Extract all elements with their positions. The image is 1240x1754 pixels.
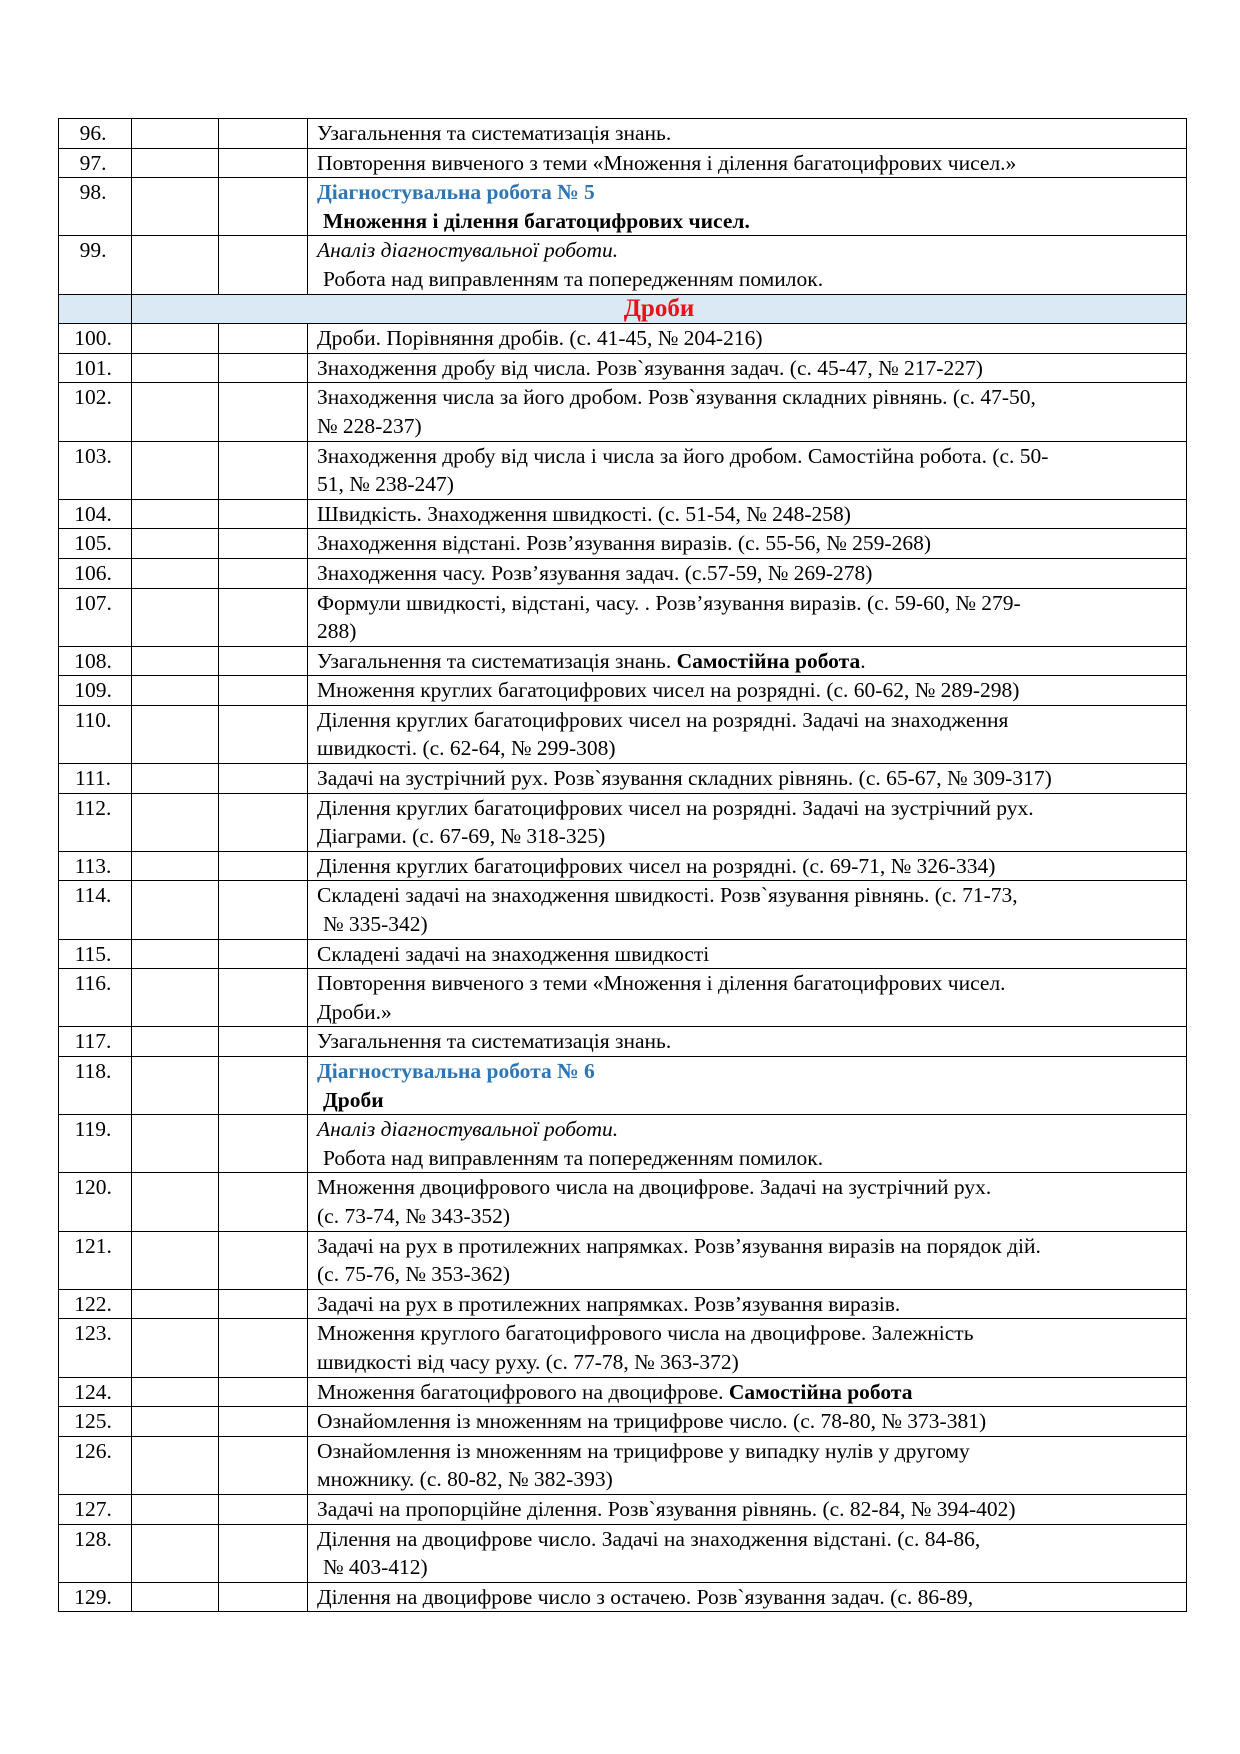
- topic-text: Ділення круглих багатоцифрових чисел на розрядні. Задачі на зустрічний рух.: [317, 795, 1034, 820]
- topic-line: [317, 734, 1177, 763]
- lesson-topic: [308, 1436, 1187, 1494]
- topic-text: Ознайомлення із множенням на трицифрове у випадку нулів у другому: [317, 1438, 970, 1463]
- lesson-topic: [308, 1377, 1187, 1407]
- date-cell: [219, 383, 308, 441]
- topic-text: Узагальнення та систематизація знань.: [317, 648, 677, 673]
- date-cell: [219, 1115, 308, 1173]
- date-cell: [219, 851, 308, 881]
- date-cell: [132, 881, 219, 939]
- row-number: 96.: [59, 119, 132, 149]
- date-cell: [219, 764, 308, 794]
- table-row: [59, 676, 1187, 706]
- lesson-topic: [308, 1173, 1187, 1231]
- topic-text: Швидкість. Знаходження швидкості. (с. 51-54, № 248-258): [317, 501, 851, 526]
- table-row: [59, 529, 1187, 559]
- table-row: [59, 1407, 1187, 1437]
- lesson-topic: [308, 1319, 1187, 1377]
- date-cell: [132, 705, 219, 763]
- row-number: 121.: [59, 1231, 132, 1289]
- topic-text: Множення круглих багатоцифрових чисел на розрядні. (с. 60-62, № 289-298): [317, 678, 1020, 703]
- row-number: 129.: [59, 1582, 132, 1612]
- date-cell: [219, 178, 308, 236]
- table-row: [59, 881, 1187, 939]
- table-row: [59, 119, 1187, 149]
- row-number: 113.: [59, 851, 132, 881]
- lesson-topic: [308, 236, 1187, 294]
- topic-text: Задачі на рух в протилежних напрямках. Розв’язування виразів на порядок дій.: [317, 1233, 1041, 1258]
- date-cell: [132, 1494, 219, 1524]
- table-row: [59, 1582, 1187, 1612]
- lesson-topic: [308, 939, 1187, 969]
- date-cell: [132, 1115, 219, 1173]
- row-number: 115.: [59, 939, 132, 969]
- topic-line: [317, 354, 1177, 383]
- date-cell: [219, 705, 308, 763]
- topic-line: [317, 881, 1177, 910]
- topic-line: [317, 1319, 1177, 1348]
- date-cell: [132, 1319, 219, 1377]
- topic-line: [317, 940, 1177, 969]
- topic-text: Складені задачі на знаходження швидкості: [317, 941, 710, 966]
- date-cell: [132, 324, 219, 354]
- topic-text: Множення і ділення багатоцифрових чисел.: [323, 208, 750, 233]
- row-number: 116.: [59, 969, 132, 1027]
- lesson-topic: [308, 529, 1187, 559]
- row-number: 122.: [59, 1289, 132, 1319]
- lesson-plan-page: [58, 118, 1186, 1612]
- row-number: 125.: [59, 1407, 132, 1437]
- date-cell: [132, 1436, 219, 1494]
- date-cell: [132, 1582, 219, 1612]
- table-row: [59, 1494, 1187, 1524]
- topic-text: Знаходження дробу від числа і числа за його дробом. Самостійна робота. (с. 50-: [317, 443, 1049, 468]
- date-cell: [219, 1582, 308, 1612]
- date-cell: [132, 676, 219, 706]
- lesson-topic: [308, 324, 1187, 354]
- lesson-plan-table: [58, 118, 1187, 1612]
- topic-text: Формули швидкості, відстані, часу. . Розв’язування виразів. (с. 59-60, № 279-: [317, 590, 1021, 615]
- topic-line: [317, 265, 1177, 294]
- date-cell: [132, 119, 219, 149]
- topic-line: [317, 1232, 1177, 1261]
- date-cell: [132, 1173, 219, 1231]
- date-cell: [219, 969, 308, 1027]
- topic-emphasis: Самостійна робота: [728, 1379, 913, 1404]
- topic-text: Дроби.»: [317, 999, 392, 1024]
- table-row: [59, 499, 1187, 529]
- lesson-topic: [308, 646, 1187, 676]
- row-number: 124.: [59, 1377, 132, 1407]
- row-number-cell: [59, 294, 132, 324]
- lesson-topic: [308, 793, 1187, 851]
- topic-text: (с. 73-74, № 343-352): [317, 1203, 511, 1228]
- table-row: [59, 383, 1187, 441]
- date-cell: [132, 1524, 219, 1582]
- row-number: 126.: [59, 1436, 132, 1494]
- lesson-topic: [308, 676, 1187, 706]
- table-row: [59, 1377, 1187, 1407]
- topic-text: Задачі на зустрічний рух. Розв`язування складних рівнянь. (с. 65-67, № 309-317): [317, 766, 1052, 791]
- row-number: 98.: [59, 178, 132, 236]
- topic-text: швидкості від часу руху. (с. 77-78, № 363-372): [317, 1349, 739, 1374]
- row-number: 119.: [59, 1115, 132, 1173]
- topic-line: [317, 617, 1177, 646]
- lesson-topic: [308, 119, 1187, 149]
- date-cell: [132, 851, 219, 881]
- date-cell: [132, 793, 219, 851]
- table-row: [59, 705, 1187, 763]
- topic-line: [317, 910, 1177, 939]
- topic-line: [317, 412, 1177, 441]
- row-number: 120.: [59, 1173, 132, 1231]
- topic-line: [317, 236, 1177, 265]
- topic-text: № 228-237): [317, 413, 422, 438]
- row-number: 117.: [59, 1027, 132, 1057]
- row-number: 127.: [59, 1494, 132, 1524]
- topic-text: № 403-412): [323, 1555, 428, 1580]
- topic-line: [317, 1144, 1177, 1173]
- table-row: [59, 236, 1187, 294]
- date-cell: [219, 1436, 308, 1494]
- topic-text: Знаходження часу. Розв’язування задач. (с.57-59, № 269-278): [317, 560, 873, 585]
- topic-line: [317, 149, 1177, 178]
- date-cell: [132, 441, 219, 499]
- topic-text: Ознайомлення із множенням на трицифрове число. (с. 78-80, № 373-381): [317, 1409, 987, 1434]
- date-cell: [132, 1057, 219, 1115]
- topic-line: [317, 1348, 1177, 1377]
- lesson-topic: [308, 764, 1187, 794]
- lesson-topic: [308, 178, 1187, 236]
- topic-text: Діагностувальна робота № 5: [317, 180, 595, 205]
- topic-text: Аналіз діагностувальної роботи.: [317, 1117, 619, 1142]
- date-cell: [219, 119, 308, 149]
- row-number: 103.: [59, 441, 132, 499]
- topic-line: [317, 969, 1177, 998]
- topic-line: [317, 559, 1177, 588]
- topic-text: Аналіз діагностувальної роботи.: [317, 238, 619, 263]
- date-cell: [219, 1057, 308, 1115]
- table-row: [59, 178, 1187, 236]
- topic-text: Узагальнення та систематизація знань.: [317, 1029, 672, 1054]
- topic-text: Узагальнення та систематизація знань.: [317, 121, 672, 145]
- date-cell: [219, 1377, 308, 1407]
- date-cell: [219, 353, 308, 383]
- section-title: Дроби: [132, 294, 1187, 324]
- row-number: 109.: [59, 676, 132, 706]
- topic-line: [317, 998, 1177, 1027]
- table-row: [59, 588, 1187, 646]
- lesson-topic: [308, 441, 1187, 499]
- topic-line: [317, 1583, 1177, 1612]
- topic-text: Робота над виправленням та попередженням помилок.: [323, 1145, 824, 1170]
- date-cell: [132, 969, 219, 1027]
- row-number: 128.: [59, 1524, 132, 1582]
- topic-text: Задачі на пропорційне ділення. Розв`язування рівнянь. (с. 82-84, № 394-402): [317, 1496, 1016, 1521]
- topic-text: (с. 75-76, № 353-362): [317, 1262, 511, 1287]
- topic-text: Повторення вивченого з теми «Множення і ділення багатоцифрових чисел.: [317, 971, 1006, 996]
- topic-text: Знаходження відстані. Розв’язування виразів. (с. 55-56, № 259-268): [317, 531, 931, 556]
- table-row: [59, 558, 1187, 588]
- topic-line: [317, 706, 1177, 735]
- row-number: 104.: [59, 499, 132, 529]
- date-cell: [219, 499, 308, 529]
- date-cell: [132, 148, 219, 178]
- date-cell: [132, 1377, 219, 1407]
- topic-line: [317, 442, 1177, 471]
- topic-text: Дроби. Порівняння дробів. (с. 41-45, № 204-216): [317, 326, 763, 351]
- date-cell: [132, 646, 219, 676]
- date-cell: [132, 588, 219, 646]
- topic-text: Множення багатоцифрового на двоцифрове.: [317, 1379, 729, 1404]
- lesson-topic: [308, 881, 1187, 939]
- topic-line: [317, 1465, 1177, 1494]
- topic-line: [317, 589, 1177, 618]
- topic-emphasis: Самостійна робота: [676, 648, 861, 673]
- date-cell: [219, 441, 308, 499]
- lesson-topic: [308, 1057, 1187, 1115]
- row-number: 118.: [59, 1057, 132, 1115]
- lesson-topic: [308, 148, 1187, 178]
- date-cell: [219, 676, 308, 706]
- table-row: [59, 1319, 1187, 1377]
- table-row: [59, 353, 1187, 383]
- topic-text: швидкості. (с. 62-64, № 299-308): [317, 736, 616, 761]
- topic-line: [317, 1027, 1177, 1056]
- date-cell: [132, 1407, 219, 1437]
- table-row: [59, 851, 1187, 881]
- lesson-topic: [308, 1115, 1187, 1173]
- topic-text: Повторення вивченого з теми «Множення і ділення багатоцифрових чисел.»: [317, 150, 1017, 175]
- date-cell: [219, 558, 308, 588]
- row-number: 102.: [59, 383, 132, 441]
- date-cell: [132, 1289, 219, 1319]
- topic-line: [317, 119, 1177, 148]
- lesson-topic: [308, 383, 1187, 441]
- row-number: 123.: [59, 1319, 132, 1377]
- date-cell: [219, 1027, 308, 1057]
- row-number: 110.: [59, 705, 132, 763]
- table-row: [59, 148, 1187, 178]
- lesson-topic: [308, 1524, 1187, 1582]
- row-number: 108.: [59, 646, 132, 676]
- topic-line: [317, 1290, 1177, 1319]
- topic-line: [317, 1407, 1177, 1436]
- lesson-topic: [308, 969, 1187, 1027]
- row-number: 111.: [59, 764, 132, 794]
- topic-text: Множення двоцифрового числа на двоцифрове. Задачі на зустрічний рух.: [317, 1175, 992, 1200]
- topic-text: Ділення круглих багатоцифрових чисел на розрядні. Задачі на знаходження: [317, 707, 1009, 732]
- date-cell: [219, 881, 308, 939]
- lesson-topic: [308, 1231, 1187, 1289]
- topic-line: [317, 1437, 1177, 1466]
- date-cell: [219, 1231, 308, 1289]
- topic-text: Складені задачі на знаходження швидкості. Розв`язування рівнянь. (с. 71-73,: [317, 883, 1018, 908]
- topic-text: Знаходження дробу від числа. Розв`язування задач. (с. 45-47, № 217-227): [317, 355, 983, 380]
- topic-line: [317, 1057, 1177, 1086]
- date-cell: [132, 236, 219, 294]
- table-row: [59, 939, 1187, 969]
- table-row: [59, 969, 1187, 1027]
- date-cell: [132, 1027, 219, 1057]
- topic-line: [317, 1260, 1177, 1289]
- date-cell: [219, 646, 308, 676]
- topic-text: Знаходження числа за його дробом. Розв`язування складних рівнянь. (с. 47-50,: [317, 385, 1036, 410]
- topic-text: 288): [317, 619, 357, 644]
- topic-text: Дроби: [323, 1087, 384, 1112]
- section-row: [59, 294, 1187, 324]
- row-number: 107.: [59, 588, 132, 646]
- table-row: [59, 1173, 1187, 1231]
- topic-text: Множення круглого багатоцифрового числа на двоцифрове. Залежність: [317, 1321, 974, 1346]
- lesson-topic: [308, 499, 1187, 529]
- topic-text: Діагностувальна робота № 6: [317, 1059, 595, 1083]
- date-cell: [219, 148, 308, 178]
- topic-text: Діаграми. (с. 67-69, № 318-325): [317, 824, 606, 849]
- topic-line: [317, 1495, 1177, 1524]
- table-row: [59, 441, 1187, 499]
- row-number: 99.: [59, 236, 132, 294]
- row-number: 106.: [59, 558, 132, 588]
- table-row: [59, 1057, 1187, 1115]
- table-row: [59, 764, 1187, 794]
- topic-line: [317, 178, 1177, 207]
- topic-text: множнику. (с. 80-82, № 382-393): [317, 1467, 613, 1492]
- topic-line: [317, 470, 1177, 499]
- row-number: 101.: [59, 353, 132, 383]
- topic-line: [317, 852, 1177, 881]
- date-cell: [219, 1173, 308, 1231]
- lesson-topic: [308, 851, 1187, 881]
- date-cell: [132, 1231, 219, 1289]
- topic-line: [317, 207, 1177, 236]
- date-cell: [219, 1494, 308, 1524]
- topic-line: [317, 1525, 1177, 1554]
- lesson-topic: [308, 1582, 1187, 1612]
- topic-line: [317, 794, 1177, 823]
- table-row: [59, 1524, 1187, 1582]
- topic-line: [317, 1553, 1177, 1582]
- topic-text: Ділення круглих багатоцифрових чисел на розрядні. (с. 69-71, № 326-334): [317, 853, 996, 878]
- row-number: 114.: [59, 881, 132, 939]
- date-cell: [132, 353, 219, 383]
- lesson-topic: [308, 353, 1187, 383]
- lesson-plan-table-body: [59, 119, 1187, 1612]
- table-row: [59, 1289, 1187, 1319]
- date-cell: [132, 383, 219, 441]
- date-cell: [132, 529, 219, 559]
- date-cell: [132, 178, 219, 236]
- date-cell: [219, 1524, 308, 1582]
- date-cell: [132, 499, 219, 529]
- table-row: [59, 646, 1187, 676]
- topic-line: [317, 676, 1177, 705]
- lesson-topic: [308, 588, 1187, 646]
- topic-text: № 335-342): [323, 912, 428, 937]
- date-cell: [219, 324, 308, 354]
- date-cell: [132, 939, 219, 969]
- topic-text: Задачі на рух в протилежних напрямках. Розв’язування виразів.: [317, 1291, 901, 1316]
- topic-line: [317, 764, 1177, 793]
- lesson-topic: [308, 705, 1187, 763]
- row-number: 112.: [59, 793, 132, 851]
- lesson-topic: [308, 558, 1187, 588]
- date-cell: [219, 1407, 308, 1437]
- date-cell: [219, 939, 308, 969]
- topic-line: [317, 822, 1177, 851]
- topic-text: Ділення на двоцифрове число. Задачі на знаходження відстані. (с. 84-86,: [317, 1526, 981, 1551]
- date-cell: [219, 529, 308, 559]
- table-row: [59, 1231, 1187, 1289]
- lesson-topic: [308, 1027, 1187, 1057]
- date-cell: [132, 764, 219, 794]
- date-cell: [219, 236, 308, 294]
- topic-text: 51, № 238-247): [317, 472, 454, 497]
- topic-line: [317, 1202, 1177, 1231]
- table-row: [59, 1436, 1187, 1494]
- date-cell: [219, 588, 308, 646]
- topic-text-after: .: [860, 648, 866, 673]
- topic-line: [317, 324, 1177, 353]
- topic-line: [317, 647, 1177, 676]
- row-number: 100.: [59, 324, 132, 354]
- topic-line: [317, 383, 1177, 412]
- topic-line: [317, 500, 1177, 529]
- topic-line: [317, 529, 1177, 558]
- date-cell: [132, 558, 219, 588]
- table-row: [59, 324, 1187, 354]
- table-row: [59, 793, 1187, 851]
- row-number: 105.: [59, 529, 132, 559]
- date-cell: [219, 1319, 308, 1377]
- lesson-topic: [308, 1407, 1187, 1437]
- row-number: 97.: [59, 148, 132, 178]
- date-cell: [219, 793, 308, 851]
- table-row: [59, 1027, 1187, 1057]
- topic-line: [317, 1115, 1177, 1144]
- topic-line: [317, 1086, 1177, 1115]
- topic-text: Робота над виправленням та попередженням помилок.: [323, 266, 824, 291]
- topic-text: Ділення на двоцифрове число з остачею. Розв`язування задач. (с. 86-89,: [317, 1584, 974, 1609]
- topic-line: [317, 1173, 1177, 1202]
- table-row: [59, 1115, 1187, 1173]
- date-cell: [219, 1289, 308, 1319]
- topic-line: [317, 1378, 1177, 1407]
- lesson-topic: [308, 1289, 1187, 1319]
- lesson-topic: [308, 1494, 1187, 1524]
